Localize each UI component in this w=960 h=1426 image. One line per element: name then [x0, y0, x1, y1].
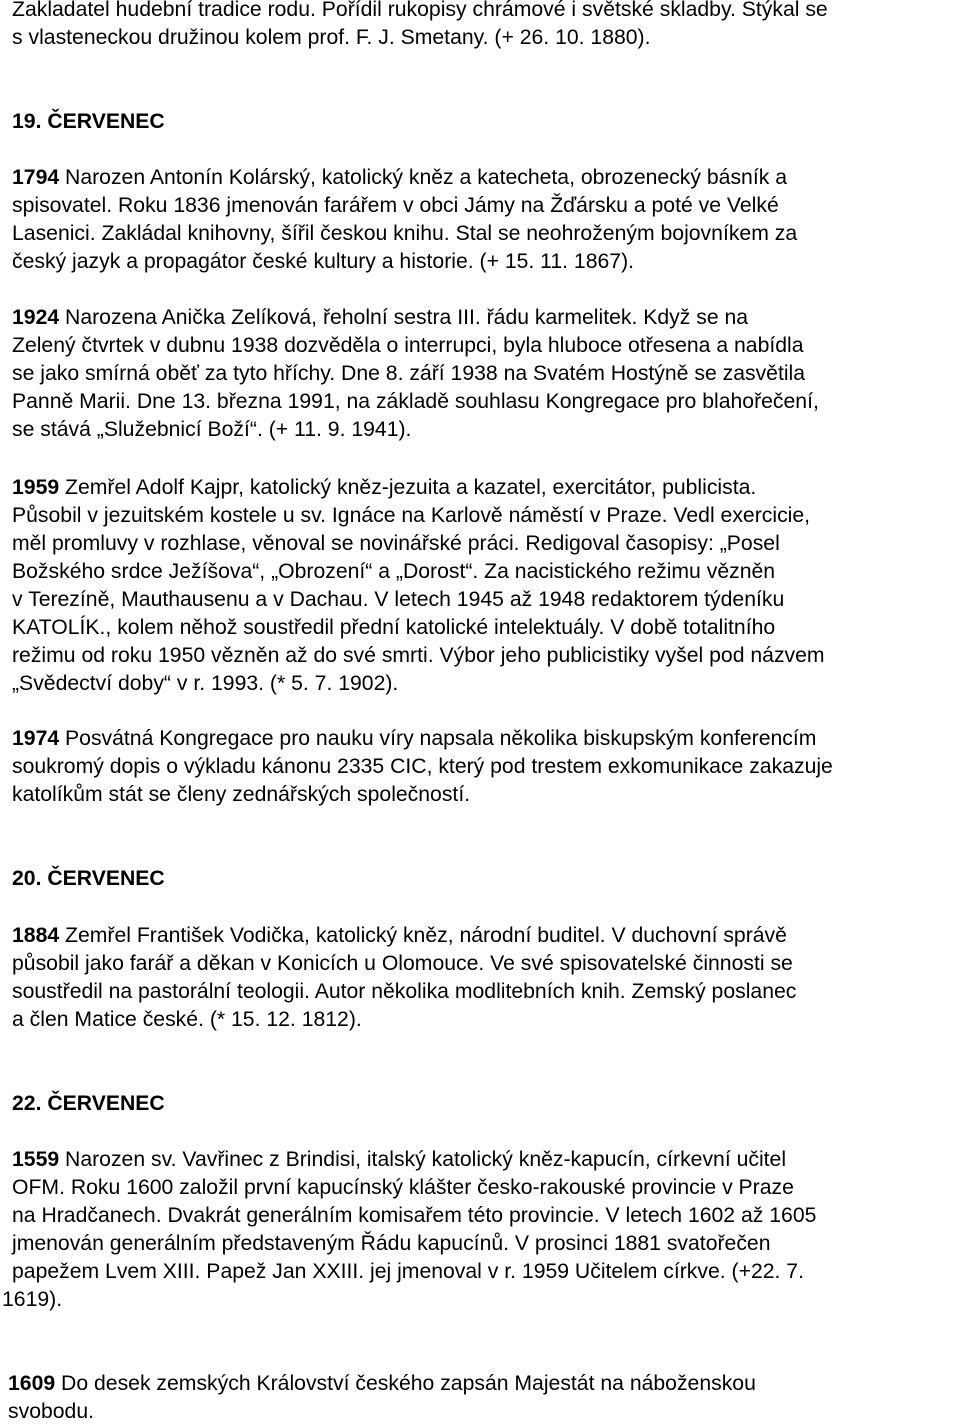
entry-line: OFM. Roku 1600 založil první kapucínský klášter česko-rakouské provincie v Praze [12, 1176, 794, 1199]
entry-line: český jazyk a propagátor české kultury a historie. (+ 15. 11. 1867). [12, 250, 635, 273]
entry-line: soustředil na pastorální teologii. Autor několika modlitebních knih. Zemský poslanec [12, 980, 797, 1003]
entry-year: 1559 [12, 1148, 60, 1171]
section-heading: 20. ČERVENEC [12, 867, 165, 890]
entry-year: 1974 [12, 727, 60, 750]
entry-line: soukromý dopis o výkladu kánonu 2335 CIC, který pod trestem exkomunikace zakazuje [12, 755, 833, 778]
entry-first-line [12, 164, 787, 192]
entry-text: Zemřel František Vodička, katolický kněz, národní buditel. V duchovní správě [59, 924, 787, 947]
entry-line: 1619). [2, 1288, 63, 1311]
entry-year: 1959 [12, 476, 60, 499]
entry-line: Panně Marii. Dne 13. března 1991, na základě souhlasu Kongregace pro blahořečení, [12, 390, 819, 413]
entry-line: KATOLÍK., kolem něhož soustředil přední katolické intelektuály. V době totalitního [12, 616, 776, 639]
entry-year: 1884 [12, 924, 60, 947]
section-heading: 19. ČERVENEC [12, 110, 165, 133]
entry-text: Zemřel Adolf Kajpr, katolický kněz-jezuita a kazatel, exercitátor, publicista. [59, 476, 757, 499]
entry-line: „Svědectví doby“ v r. 1993. (* 5. 7. 1902). [12, 672, 399, 695]
entry-first-line [12, 474, 756, 502]
section-heading: 22. ČERVENEC [12, 1092, 165, 1115]
entry-text: Narozena Anička Zelíková, řeholní sestra III. řádu karmelitek. Když se na [59, 306, 749, 329]
entry-first-line [8, 1370, 756, 1398]
intro-line: Zakladatel hudební tradice rodu. Pořídil rukopisy chrámové i světské skladby. Stýkal se [12, 0, 828, 21]
entry-year: 1794 [12, 166, 60, 189]
entry-line: režimu od roku 1950 vězněn až do své smrti. Výbor jeho publicistiky vyšel pod názvem [12, 644, 825, 667]
entry-line: Působil v jezuitském kostele u sv. Ignáce na Karlově náměstí v Praze. Vedl exercicie, [12, 504, 811, 527]
entry-line: spisovatel. Roku 1836 jmenován farářem v obci Jámy na Žďársku a poté ve Velké [12, 194, 779, 217]
entry-text: Narozen Antonín Kolárský, katolický kněz a katecheta, obrozenecký básník a [59, 166, 787, 189]
entry-first-line [12, 725, 816, 753]
entry-line: měl promluvy v rozhlase, věnoval se novinářské práci. Redigoval časopisy: „Posel [12, 532, 780, 555]
entry-year: 1609 [8, 1372, 56, 1395]
entry-line: papežem Lvem XIII. Papež Jan XXIII. jej jmenoval v r. 1959 Učitelem církve. (+22. 7. [12, 1260, 804, 1283]
entry-text: Narozen sv. Vavřinec z Brindisi, italský katolický kněz-kapucín, církevní učitel [59, 1148, 787, 1171]
entry-first-line [12, 304, 748, 332]
entry-text: Do desek zemských Království českého zapsán Majestát na náboženskou [55, 1372, 756, 1395]
entry-first-line [12, 1146, 786, 1174]
entry-first-line [12, 922, 787, 950]
entry-line: svobodu. [8, 1400, 94, 1423]
entry-line: Lasenici. Zakládal knihovny, šířil českou knihu. Stal se neohroženým bojovníkem za [12, 222, 798, 245]
entry-line: se stává „Služebnicí Boží“. (+ 11. 9. 1941). [12, 418, 412, 441]
entry-line: Zelený čtvrtek v dubnu 1938 dozvěděla o interrupci, byla hluboce otřesena a nabídla [12, 334, 804, 357]
entry-line: na Hradčanech. Dvakrát generálním komisařem této provincie. V letech 1602 až 1605 [12, 1204, 817, 1227]
intro-line: s vlasteneckou družinou kolem prof. F. J. Smetany. (+ 26. 10. 1880). [12, 26, 651, 49]
entry-year: 1924 [12, 306, 60, 329]
entry-line: působil jako farář a děkan v Konicích u Olomouce. Ve své spisovatelské činnosti se [12, 952, 793, 975]
entry-line: jmenován generálním představeným Řádu kapucínů. V prosinci 1881 svatořečen [12, 1232, 771, 1255]
entry-line: se jako smírná oběť za tyto hříchy. Dne 8. září 1938 na Svatém Hostýně se zasvětila [12, 362, 806, 385]
entry-line: v Terezíně, Mauthausenu a v Dachau. V letech 1945 až 1948 redaktorem týdeníku [12, 588, 785, 611]
entry-line: katolíkům stát se členy zednářských společností. [12, 783, 471, 806]
entry-line: a člen Matice české. (* 15. 12. 1812). [12, 1008, 362, 1031]
entry-text: Posvátná Kongregace pro nauku víry napsala několika biskupským konferencím [59, 727, 817, 750]
entry-line: Božského srdce Ježíšova“, „Obrození“ a „Dorost“. Za nacistického režimu vězněn [12, 560, 776, 583]
